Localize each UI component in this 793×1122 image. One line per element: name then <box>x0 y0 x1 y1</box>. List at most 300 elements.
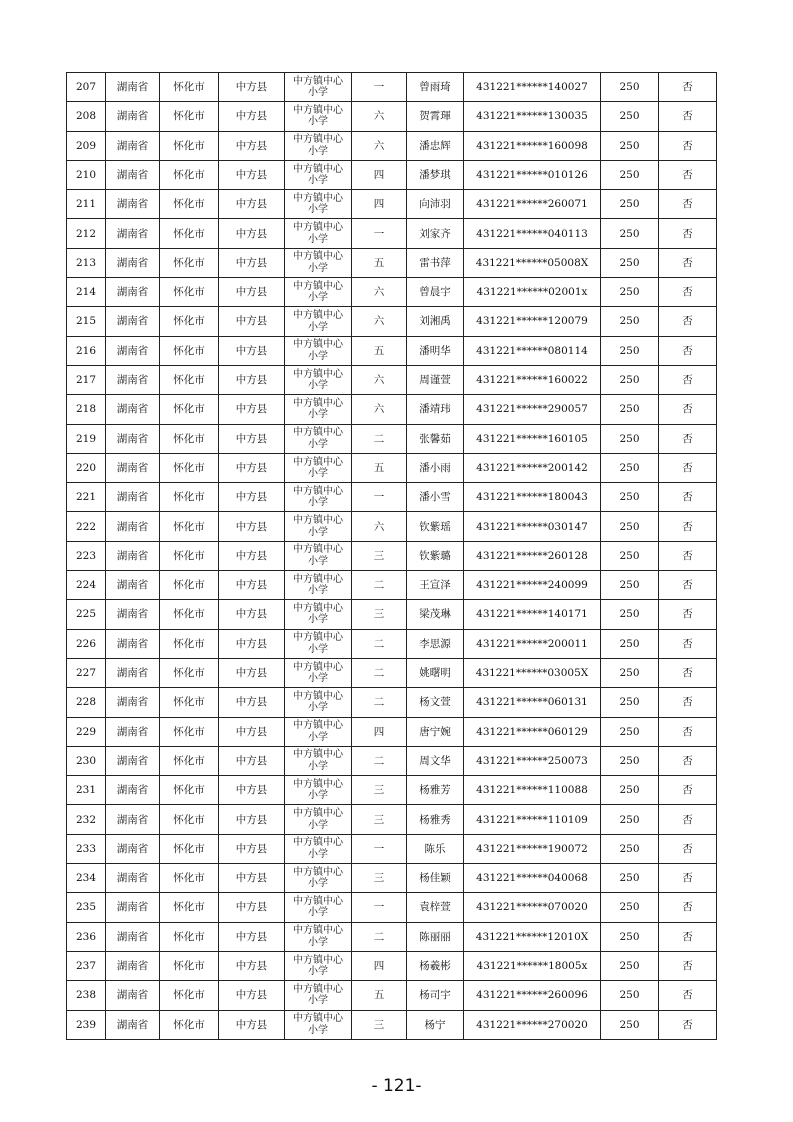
school-line-2: 小学 <box>308 731 328 743</box>
table-row <box>67 658 717 687</box>
student-name-cell: 潘靖玮 <box>407 395 464 424</box>
grade-cell: 一 <box>352 893 407 922</box>
table-row <box>67 131 717 160</box>
school-cell <box>285 453 352 482</box>
table-row <box>67 600 717 629</box>
city-cell: 怀化市 <box>160 190 219 219</box>
amount-cell: 250 <box>601 629 659 658</box>
province-cell: 湖南省 <box>106 424 160 453</box>
grade-cell: 三 <box>352 1010 407 1039</box>
school-line-1: 中方镇中心 <box>293 983 343 995</box>
id-number-cell: 431221******03005X <box>464 658 601 687</box>
student-name-cell: 向沛羽 <box>407 190 464 219</box>
city-cell: 怀化市 <box>160 746 219 775</box>
row-number-cell: 214 <box>67 278 106 307</box>
grade-cell: 四 <box>352 190 407 219</box>
row-number-cell: 215 <box>67 307 106 336</box>
id-number-cell: 431221******040113 <box>464 219 601 248</box>
flag-cell: 否 <box>659 541 717 570</box>
school-cell <box>285 219 352 248</box>
flag-cell: 否 <box>659 278 717 307</box>
table-row <box>67 219 717 248</box>
amount-cell: 250 <box>601 453 659 482</box>
grade-cell: 一 <box>352 834 407 863</box>
province-cell: 湖南省 <box>106 864 160 893</box>
grade-cell: 一 <box>352 483 407 512</box>
amount-cell: 250 <box>601 834 659 863</box>
flag-cell: 否 <box>659 893 717 922</box>
school-line-2: 小学 <box>308 702 328 714</box>
id-number-cell: 431221******160105 <box>464 424 601 453</box>
table-row <box>67 688 717 717</box>
school-cell <box>285 571 352 600</box>
school-line-1: 中方镇中心 <box>293 778 343 790</box>
school-line-1: 中方镇中心 <box>293 280 343 292</box>
county-cell: 中方县 <box>219 424 285 453</box>
school-line-2: 小学 <box>308 321 328 333</box>
amount-cell: 250 <box>601 190 659 219</box>
amount-cell: 250 <box>601 893 659 922</box>
province-cell: 湖南省 <box>106 395 160 424</box>
school-line-2: 小学 <box>308 1024 328 1036</box>
id-number-cell: 431221******010126 <box>464 160 601 189</box>
id-number-cell: 431221******02001x <box>464 278 601 307</box>
row-number-cell: 213 <box>67 248 106 277</box>
province-cell: 湖南省 <box>106 834 160 863</box>
province-cell: 湖南省 <box>106 219 160 248</box>
school-line-2: 小学 <box>308 380 328 392</box>
school-cell <box>285 365 352 394</box>
student-name-cell: 姚曙明 <box>407 658 464 687</box>
school-line-2: 小学 <box>308 204 328 216</box>
county-cell: 中方县 <box>219 629 285 658</box>
table-row <box>67 541 717 570</box>
county-cell: 中方县 <box>219 395 285 424</box>
province-cell: 湖南省 <box>106 160 160 189</box>
school-cell <box>285 395 352 424</box>
id-number-cell: 431221******200011 <box>464 629 601 658</box>
county-cell: 中方县 <box>219 805 285 834</box>
amount-cell: 250 <box>601 365 659 394</box>
table-row <box>67 922 717 951</box>
student-name-cell: 杨佳颖 <box>407 864 464 893</box>
province-cell: 湖南省 <box>106 541 160 570</box>
student-name-cell: 杨司宇 <box>407 981 464 1010</box>
student-name-cell: 周文华 <box>407 746 464 775</box>
flag-cell: 否 <box>659 453 717 482</box>
county-cell: 中方县 <box>219 717 285 746</box>
table-row <box>67 805 717 834</box>
city-cell: 怀化市 <box>160 307 219 336</box>
flag-cell: 否 <box>659 864 717 893</box>
id-number-cell: 431221******180043 <box>464 483 601 512</box>
row-number-cell: 231 <box>67 776 106 805</box>
id-number-cell: 431221******190072 <box>464 834 601 863</box>
school-line-1: 中方镇中心 <box>293 515 343 527</box>
flag-cell: 否 <box>659 717 717 746</box>
city-cell: 怀化市 <box>160 131 219 160</box>
amount-cell: 250 <box>601 336 659 365</box>
grade-cell: 六 <box>352 131 407 160</box>
school-cell <box>285 717 352 746</box>
flag-cell: 否 <box>659 922 717 951</box>
school-line-2: 小学 <box>308 673 328 685</box>
school-line-2: 小学 <box>308 907 328 919</box>
grade-cell: 三 <box>352 864 407 893</box>
school-line-2: 小学 <box>308 966 328 978</box>
amount-cell: 250 <box>601 805 659 834</box>
school-line-2: 小学 <box>308 995 328 1007</box>
school-line-2: 小学 <box>308 936 328 948</box>
county-cell: 中方县 <box>219 336 285 365</box>
school-line-1: 中方镇中心 <box>293 925 343 937</box>
grade-cell: 三 <box>352 541 407 570</box>
grade-cell: 一 <box>352 73 407 102</box>
amount-cell: 250 <box>601 864 659 893</box>
county-cell: 中方县 <box>219 688 285 717</box>
row-number-cell: 217 <box>67 365 106 394</box>
table-row <box>67 981 717 1010</box>
grade-cell: 六 <box>352 395 407 424</box>
row-number-cell: 236 <box>67 922 106 951</box>
flag-cell: 否 <box>659 483 717 512</box>
table-row <box>67 278 717 307</box>
school-cell <box>285 688 352 717</box>
grade-cell: 三 <box>352 600 407 629</box>
table-row <box>67 717 717 746</box>
province-cell: 湖南省 <box>106 629 160 658</box>
province-cell: 湖南省 <box>106 951 160 980</box>
province-cell: 湖南省 <box>106 688 160 717</box>
flag-cell: 否 <box>659 981 717 1010</box>
amount-cell: 250 <box>601 981 659 1010</box>
flag-cell: 否 <box>659 951 717 980</box>
county-cell: 中方县 <box>219 981 285 1010</box>
province-cell: 湖南省 <box>106 453 160 482</box>
grade-cell: 五 <box>352 453 407 482</box>
school-line-2: 小学 <box>308 585 328 597</box>
id-number-cell: 431221******18005x <box>464 951 601 980</box>
school-line-2: 小学 <box>308 614 328 626</box>
school-line-2: 小学 <box>308 292 328 304</box>
amount-cell: 250 <box>601 131 659 160</box>
county-cell: 中方县 <box>219 278 285 307</box>
province-cell: 湖南省 <box>106 746 160 775</box>
school-cell <box>285 600 352 629</box>
city-cell: 怀化市 <box>160 73 219 102</box>
student-name-cell: 王宣泽 <box>407 571 464 600</box>
grade-cell: 四 <box>352 160 407 189</box>
flag-cell: 否 <box>659 746 717 775</box>
school-cell <box>285 160 352 189</box>
school-line-1: 中方镇中心 <box>293 837 343 849</box>
grade-cell: 一 <box>352 219 407 248</box>
city-cell: 怀化市 <box>160 981 219 1010</box>
table-row <box>67 1010 717 1039</box>
city-cell: 怀化市 <box>160 600 219 629</box>
county-cell: 中方县 <box>219 483 285 512</box>
row-number-cell: 227 <box>67 658 106 687</box>
id-number-cell: 431221******260071 <box>464 190 601 219</box>
city-cell: 怀化市 <box>160 336 219 365</box>
amount-cell: 250 <box>601 688 659 717</box>
student-roster-table <box>66 72 717 1040</box>
city-cell: 怀化市 <box>160 629 219 658</box>
table-row <box>67 73 717 102</box>
student-name-cell: 张馨茹 <box>407 424 464 453</box>
student-name-cell: 雷书萍 <box>407 248 464 277</box>
id-number-cell: 431221******070020 <box>464 893 601 922</box>
school-line-2: 小学 <box>308 555 328 567</box>
student-name-cell: 潘明华 <box>407 336 464 365</box>
school-cell <box>285 483 352 512</box>
id-number-cell: 431221******080114 <box>464 336 601 365</box>
school-line-1: 中方镇中心 <box>293 954 343 966</box>
province-cell: 湖南省 <box>106 307 160 336</box>
student-name-cell: 梁茂琳 <box>407 600 464 629</box>
province-cell: 湖南省 <box>106 73 160 102</box>
grade-cell: 五 <box>352 248 407 277</box>
grade-cell: 二 <box>352 746 407 775</box>
school-line-1: 中方镇中心 <box>293 134 343 146</box>
school-line-1: 中方镇中心 <box>293 368 343 380</box>
flag-cell: 否 <box>659 73 717 102</box>
school-line-1: 中方镇中心 <box>293 104 343 116</box>
row-number-cell: 222 <box>67 512 106 541</box>
county-cell: 中方县 <box>219 893 285 922</box>
province-cell: 湖南省 <box>106 600 160 629</box>
amount-cell: 250 <box>601 600 659 629</box>
province-cell: 湖南省 <box>106 717 160 746</box>
amount-cell: 250 <box>601 658 659 687</box>
row-number-cell: 211 <box>67 190 106 219</box>
id-number-cell: 431221******140171 <box>464 600 601 629</box>
province-cell: 湖南省 <box>106 571 160 600</box>
school-cell <box>285 951 352 980</box>
county-cell: 中方县 <box>219 73 285 102</box>
flag-cell: 否 <box>659 512 717 541</box>
school-line-1: 中方镇中心 <box>293 251 343 263</box>
grade-cell: 五 <box>352 336 407 365</box>
school-cell <box>285 746 352 775</box>
city-cell: 怀化市 <box>160 834 219 863</box>
table-row <box>67 483 717 512</box>
province-cell: 湖南省 <box>106 365 160 394</box>
school-line-2: 小学 <box>308 438 328 450</box>
school-line-1: 中方镇中心 <box>293 75 343 87</box>
province-cell: 湖南省 <box>106 336 160 365</box>
school-line-1: 中方镇中心 <box>293 1013 343 1025</box>
school-cell <box>285 776 352 805</box>
row-number-cell: 230 <box>67 746 106 775</box>
student-name-cell: 潘忠辉 <box>407 131 464 160</box>
student-name-cell: 曾晨宇 <box>407 278 464 307</box>
student-name-cell: 陈乐 <box>407 834 464 863</box>
amount-cell: 250 <box>601 219 659 248</box>
grade-cell: 二 <box>352 922 407 951</box>
flag-cell: 否 <box>659 160 717 189</box>
school-cell <box>285 424 352 453</box>
school-line-1: 中方镇中心 <box>293 690 343 702</box>
city-cell: 怀化市 <box>160 453 219 482</box>
amount-cell: 250 <box>601 951 659 980</box>
amount-cell: 250 <box>601 160 659 189</box>
table-row <box>67 248 717 277</box>
county-cell: 中方县 <box>219 834 285 863</box>
id-number-cell: 431221******240099 <box>464 571 601 600</box>
table-row <box>67 629 717 658</box>
amount-cell: 250 <box>601 512 659 541</box>
city-cell: 怀化市 <box>160 864 219 893</box>
id-number-cell: 431221******140027 <box>464 73 601 102</box>
row-number-cell: 238 <box>67 981 106 1010</box>
city-cell: 怀化市 <box>160 893 219 922</box>
student-name-cell: 杨宁 <box>407 1010 464 1039</box>
county-cell: 中方县 <box>219 864 285 893</box>
province-cell: 湖南省 <box>106 131 160 160</box>
school-line-2: 小学 <box>308 145 328 157</box>
table-row <box>67 951 717 980</box>
county-cell: 中方县 <box>219 922 285 951</box>
city-cell: 怀化市 <box>160 483 219 512</box>
amount-cell: 250 <box>601 307 659 336</box>
school-cell <box>285 102 352 131</box>
school-line-2: 小学 <box>308 233 328 245</box>
flag-cell: 否 <box>659 395 717 424</box>
row-number-cell: 229 <box>67 717 106 746</box>
student-name-cell: 袁梓萱 <box>407 893 464 922</box>
city-cell: 怀化市 <box>160 805 219 834</box>
grade-cell: 六 <box>352 278 407 307</box>
id-number-cell: 431221******250073 <box>464 746 601 775</box>
school-line-1: 中方镇中心 <box>293 720 343 732</box>
id-number-cell: 431221******120079 <box>464 307 601 336</box>
id-number-cell: 431221******130035 <box>464 102 601 131</box>
row-number-cell: 219 <box>67 424 106 453</box>
school-cell <box>285 248 352 277</box>
id-number-cell: 431221******260096 <box>464 981 601 1010</box>
county-cell: 中方县 <box>219 131 285 160</box>
grade-cell: 三 <box>352 805 407 834</box>
flag-cell: 否 <box>659 571 717 600</box>
id-number-cell: 431221******200142 <box>464 453 601 482</box>
school-cell <box>285 541 352 570</box>
flag-cell: 否 <box>659 629 717 658</box>
id-number-cell: 431221******160098 <box>464 131 601 160</box>
row-number-cell: 226 <box>67 629 106 658</box>
school-cell <box>285 834 352 863</box>
province-cell: 湖南省 <box>106 248 160 277</box>
county-cell: 中方县 <box>219 307 285 336</box>
student-name-cell: 杨雅芳 <box>407 776 464 805</box>
grade-cell: 六 <box>352 365 407 394</box>
school-line-1: 中方镇中心 <box>293 163 343 175</box>
school-line-2: 小学 <box>308 350 328 362</box>
row-number-cell: 210 <box>67 160 106 189</box>
county-cell: 中方县 <box>219 365 285 394</box>
school-line-2: 小学 <box>308 643 328 655</box>
school-line-1: 中方镇中心 <box>293 397 343 409</box>
school-line-1: 中方镇中心 <box>293 749 343 761</box>
county-cell: 中方县 <box>219 102 285 131</box>
table-row <box>67 336 717 365</box>
county-cell: 中方县 <box>219 541 285 570</box>
school-line-2: 小学 <box>308 848 328 860</box>
page-number: - 121- <box>371 1076 422 1096</box>
row-number-cell: 239 <box>67 1010 106 1039</box>
table-row <box>67 571 717 600</box>
flag-cell: 否 <box>659 219 717 248</box>
flag-cell: 否 <box>659 424 717 453</box>
amount-cell: 250 <box>601 483 659 512</box>
flag-cell: 否 <box>659 834 717 863</box>
city-cell: 怀化市 <box>160 717 219 746</box>
flag-cell: 否 <box>659 102 717 131</box>
flag-cell: 否 <box>659 190 717 219</box>
flag-cell: 否 <box>659 805 717 834</box>
table-row <box>67 864 717 893</box>
row-number-cell: 208 <box>67 102 106 131</box>
student-name-cell: 潘小雨 <box>407 453 464 482</box>
grade-cell: 二 <box>352 688 407 717</box>
amount-cell: 250 <box>601 395 659 424</box>
school-cell <box>285 864 352 893</box>
province-cell: 湖南省 <box>106 512 160 541</box>
county-cell: 中方县 <box>219 951 285 980</box>
row-number-cell: 223 <box>67 541 106 570</box>
row-number-cell: 216 <box>67 336 106 365</box>
table-row <box>67 893 717 922</box>
city-cell: 怀化市 <box>160 1010 219 1039</box>
id-number-cell: 431221******110109 <box>464 805 601 834</box>
school-cell <box>285 893 352 922</box>
grade-cell: 三 <box>352 776 407 805</box>
flag-cell: 否 <box>659 307 717 336</box>
id-number-cell: 431221******060131 <box>464 688 601 717</box>
province-cell: 湖南省 <box>106 893 160 922</box>
row-number-cell: 237 <box>67 951 106 980</box>
row-number-cell: 234 <box>67 864 106 893</box>
county-cell: 中方县 <box>219 190 285 219</box>
grade-cell: 六 <box>352 512 407 541</box>
school-line-1: 中方镇中心 <box>293 222 343 234</box>
school-cell <box>285 73 352 102</box>
school-line-2: 小学 <box>308 409 328 421</box>
city-cell: 怀化市 <box>160 160 219 189</box>
city-cell: 怀化市 <box>160 248 219 277</box>
city-cell: 怀化市 <box>160 688 219 717</box>
county-cell: 中方县 <box>219 600 285 629</box>
student-name-cell: 李思源 <box>407 629 464 658</box>
row-number-cell: 209 <box>67 131 106 160</box>
city-cell: 怀化市 <box>160 424 219 453</box>
school-line-1: 中方镇中心 <box>293 192 343 204</box>
city-cell: 怀化市 <box>160 278 219 307</box>
row-number-cell: 235 <box>67 893 106 922</box>
student-name-cell: 钦紫瑶 <box>407 512 464 541</box>
province-cell: 湖南省 <box>106 776 160 805</box>
grade-cell: 四 <box>352 951 407 980</box>
school-line-2: 小学 <box>308 175 328 187</box>
school-cell <box>285 278 352 307</box>
amount-cell: 250 <box>601 73 659 102</box>
id-number-cell: 431221******270020 <box>464 1010 601 1039</box>
amount-cell: 250 <box>601 248 659 277</box>
province-cell: 湖南省 <box>106 805 160 834</box>
school-line-2: 小学 <box>308 526 328 538</box>
province-cell: 湖南省 <box>106 981 160 1010</box>
table-row <box>67 746 717 775</box>
